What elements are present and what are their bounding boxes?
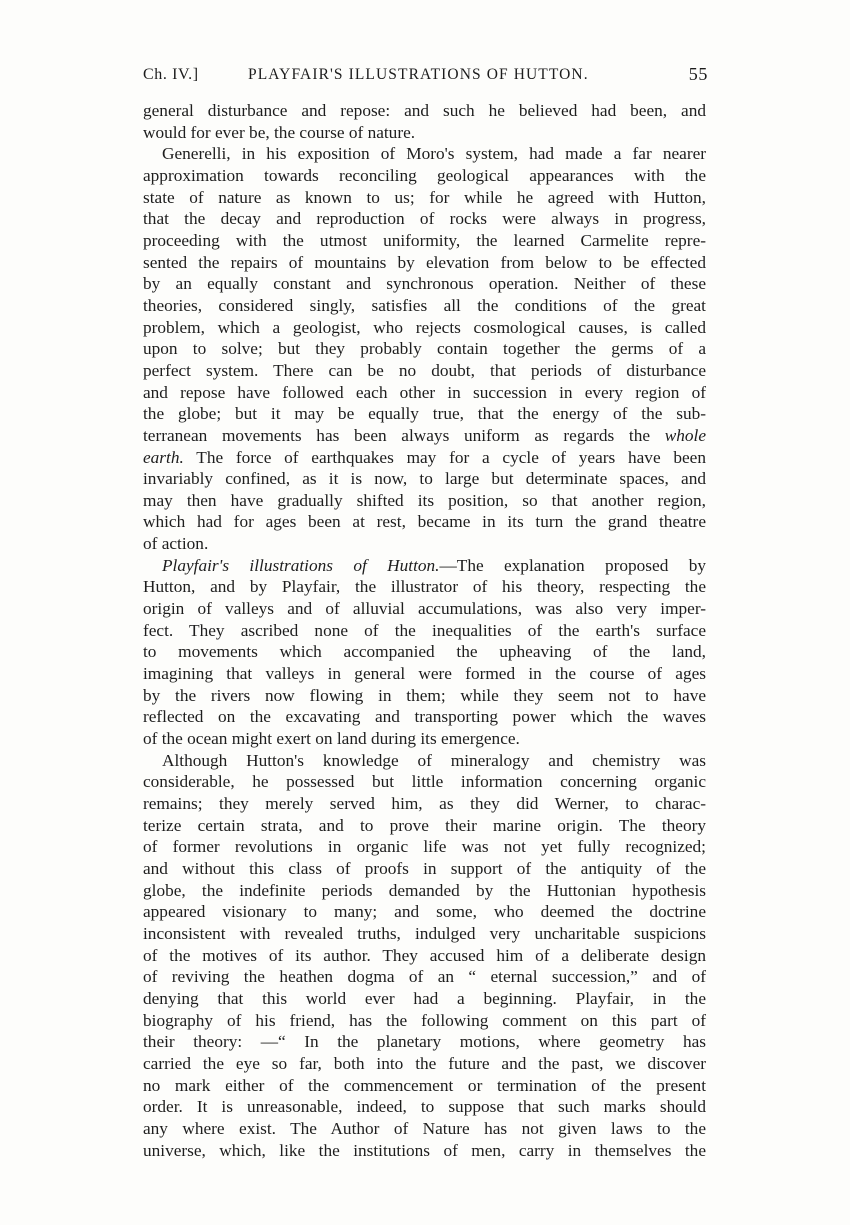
text-line: approximation towards reconciling geological appearances with the [143, 165, 706, 185]
text-line: perfect system. There can be no doubt, that periods of disturbance [143, 360, 706, 380]
text-line: of the ocean might exert on land during its emergence. [143, 729, 520, 749]
text-line: considerable, he possessed but little information concerning organic [143, 772, 706, 792]
text-line: biography of his friend, has the following comment on this part of [143, 1010, 706, 1030]
text-line: any where exist. The Author of Nature has not given laws to the [143, 1118, 706, 1138]
text-line: of action. [143, 534, 209, 554]
paragraph-generelli [143, 143, 706, 554]
text-fragment: The force of earthquakes may for a cycle of years have been [183, 447, 706, 467]
text-line: state of nature as known to us; for while he agreed with Hutton, [143, 187, 706, 207]
text-line [143, 425, 706, 447]
text-line: reflected on the excavating and transporting power which the waves [143, 707, 706, 727]
text-line: invariably confined, as it is now, to large but determinate spaces, and [143, 469, 706, 489]
paragraph-playfair-illustrations [143, 555, 706, 750]
running-head [143, 66, 708, 90]
text-line: of the motives of its author. They accused him of a deliberate design [143, 945, 706, 965]
text-line [143, 555, 706, 577]
text-line: universe, which, like the institutions of men, carry in themselves the [143, 1140, 706, 1160]
text-line: Although Hutton's knowledge of mineralogy and chemistry was [162, 750, 706, 770]
running-title: PLAYFAIR'S ILLUSTRATIONS OF HUTTON. [248, 66, 589, 83]
text-line: which had for ages been at rest, became in its turn the grand theatre [143, 512, 706, 532]
text-line: carried the eye so far, both into the future and the past, we discover [143, 1053, 706, 1073]
text-line: Generelli, in his exposition of Moro's system, had made a far nearer [162, 144, 706, 164]
text-line: inconsistent with revealed truths, indulged very uncharitable suspicions [143, 923, 706, 943]
text-line: may then have gradually shifted its position, so that another region, [143, 490, 706, 510]
text-line: proceeding with the utmost uniformity, the learned Carmelite repre- [143, 230, 706, 250]
text-line: problem, which a geologist, who rejects cosmological causes, is called [143, 317, 706, 337]
text-line: to movements which accompanied the upheaving of the land, [143, 642, 706, 662]
text-line [143, 447, 706, 469]
text-fragment: terranean movements has been always uniform as regards the [143, 425, 665, 445]
paragraph-continuation [143, 100, 706, 143]
text-line: of reviving the heathen dogma of an “ eternal succession,” and of [143, 967, 706, 987]
text-line: upon to solve; but they probably contain together the germs of a [143, 339, 706, 359]
text-line: sented the repairs of mountains by elevation from below to be effected [143, 252, 706, 272]
page-number: 55 [688, 64, 708, 84]
text-line: Hutton, and by Playfair, the illustrator of his theory, respecting the [143, 577, 706, 597]
italic-word: earth. [143, 447, 184, 467]
text-line: imagining that valleys in general were formed in the course of ages [143, 664, 706, 684]
paragraph-hutton-knowledge [143, 750, 706, 1161]
text-line: of former revolutions in organic life was not yet fully recognized; [143, 837, 706, 857]
text-line: their theory: —“ In the planetary motions, where geometry has [143, 1032, 706, 1052]
text-line: terize certain strata, and to prove their marine origin. The theory [143, 815, 706, 835]
text-line: appeared visionary to many; and some, who deemed the doctrine [143, 902, 706, 922]
chapter-reference: Ch. IV.] [143, 66, 199, 83]
text-line: order. It is unreasonable, indeed, to suppose that such marks should [143, 1097, 706, 1117]
text-line: by the rivers now flowing in them; while they seem not to have [143, 685, 706, 705]
text-line: and without this class of proofs in support of the antiquity of the [143, 858, 706, 878]
text-line: fect. They ascribed none of the inequalities of the earth's surface [143, 620, 706, 640]
text-line: would for ever be, the course of nature. [143, 122, 416, 142]
text-line: globe, the indefinite periods demanded by the Huttonian hypothesis [143, 880, 706, 900]
text-line: denying that this world ever had a beginning. Playfair, in the [143, 988, 706, 1008]
text-line: general disturbance and repose: and such he believed had been, and [143, 101, 706, 120]
text-fragment: —The explanation proposed by [439, 555, 706, 575]
section-heading: Playfair's illustrations of Hutton. [162, 555, 440, 575]
text-line: no mark either of the commencement or termination of the present [143, 1075, 706, 1095]
text-line: that the decay and reproduction of rocks were always in progress, [143, 209, 706, 229]
text-line: and repose have followed each other in succession in every region of [143, 382, 706, 402]
text-line: by an equally constant and synchronous operation. Neither of these [143, 274, 706, 294]
text-line: origin of valleys and of alluvial accumulations, was also very imper- [143, 599, 706, 619]
text-line: remains; they merely served him, as they did Werner, to charac- [143, 794, 706, 813]
text-line: the globe; but it may be equally true, that the energy of the sub- [143, 404, 706, 424]
italic-word: whole [664, 425, 706, 445]
body-text [143, 100, 706, 1161]
text-line: theories, considered singly, satisfies all the conditions of the great [143, 295, 706, 315]
